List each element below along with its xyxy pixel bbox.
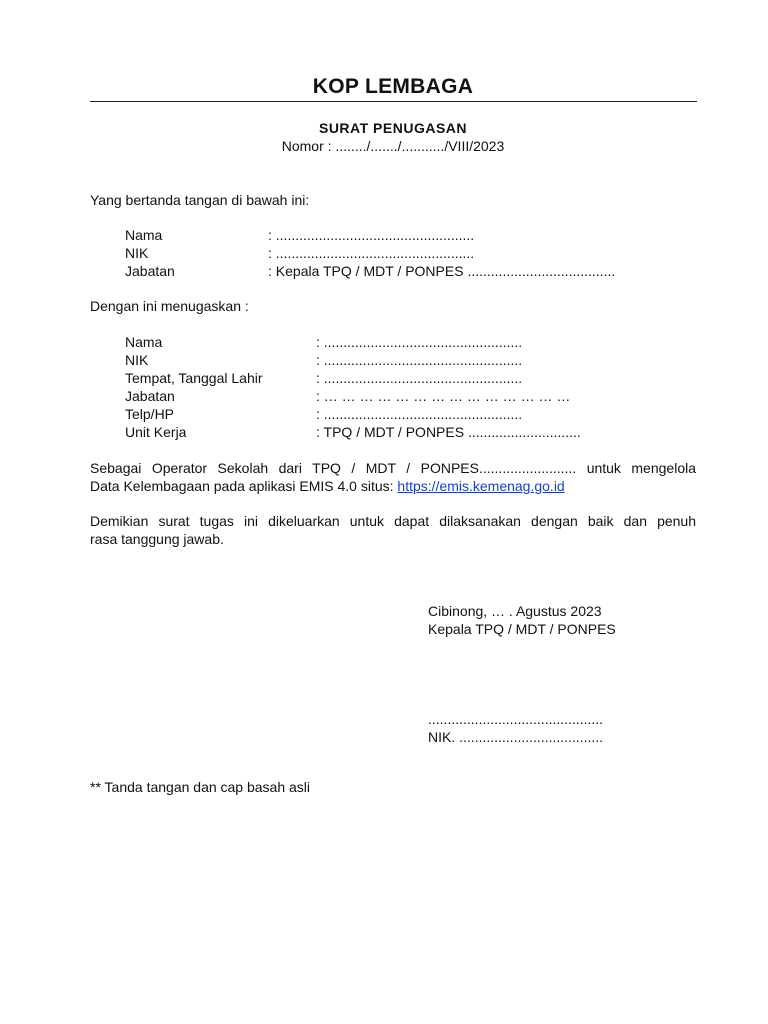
field-value: : ................................................... <box>316 406 523 422</box>
assignee-row-nik <box>125 351 696 369</box>
signature-position: Kepala TPQ / MDT / PONPES <box>428 621 616 637</box>
assignee-row-jabatan <box>125 387 696 405</box>
footnote: ** Tanda tangan dan cap basah asli <box>90 779 311 795</box>
document-title: SURAT PENUGASAN <box>318 120 468 136</box>
letterhead-rule <box>90 101 697 102</box>
assignee-row-nama <box>125 333 696 351</box>
signature-name-line: ............................................. <box>428 711 604 727</box>
signature-nik: NIK. ..................................... <box>428 729 604 745</box>
field-value: : Kepala TPQ / MDT / PONPES ...................................... <box>268 263 616 279</box>
field-value: : ................................................... <box>268 227 475 243</box>
signature-place-date: Cibinong, … . Agustus 2023 <box>428 603 602 619</box>
field-label: Telp/HP <box>125 406 175 422</box>
field-value: : ................................................... <box>316 352 523 368</box>
field-label: Jabatan <box>125 388 175 404</box>
signer-row-jabatan <box>125 262 696 280</box>
field-value: : ................................................... <box>316 334 523 350</box>
assignee-row-ttl <box>125 369 696 387</box>
field-label: Tempat, Tanggal Lahir <box>125 370 263 386</box>
field-value: : TPQ / MDT / PONPES ............................. <box>316 424 581 440</box>
signer-row-nama <box>125 226 696 244</box>
field-label: NIK <box>125 245 149 261</box>
field-label: NIK <box>125 352 149 368</box>
letterhead-title: KOP LEMBAGA <box>312 75 474 98</box>
signer-row-nik <box>125 244 696 262</box>
closing-line-1: Demikian surat tugas ini dikeluarkan untuk dapat dilaksanakan dengan baik dan penuh <box>90 513 696 529</box>
field-value: : ................................................... <box>268 245 475 261</box>
purpose-line-1: Sebagai Operator Sekolah dari TPQ / MDT / PONPES......................... untuk mengelola <box>90 460 696 476</box>
intro-signer-text: Yang bertanda tangan di bawah ini: <box>90 192 310 208</box>
field-value: : ................................................... <box>316 370 523 386</box>
closing-line-2: rasa tanggung jawab. <box>90 531 224 547</box>
field-label: Unit Kerja <box>125 424 187 440</box>
field-value: : … … … … … … … … … … … … … … <box>316 388 571 404</box>
assignee-row-telp <box>125 405 696 423</box>
field-label: Nama <box>125 334 163 350</box>
purpose-text: Data Kelembagaan pada aplikasi EMIS 4.0 situs: <box>90 478 398 494</box>
document-number: Nomor : ......../......./.........../VIII/2023 <box>281 138 505 154</box>
assignee-row-unit <box>125 423 696 441</box>
purpose-line-2 <box>90 477 696 495</box>
emis-link[interactable]: https://emis.kemenag.go.id <box>397 478 565 494</box>
field-label: Nama <box>125 227 163 243</box>
field-label: Jabatan <box>125 263 175 279</box>
intro-assign-text: Dengan ini menugaskan : <box>90 298 249 314</box>
